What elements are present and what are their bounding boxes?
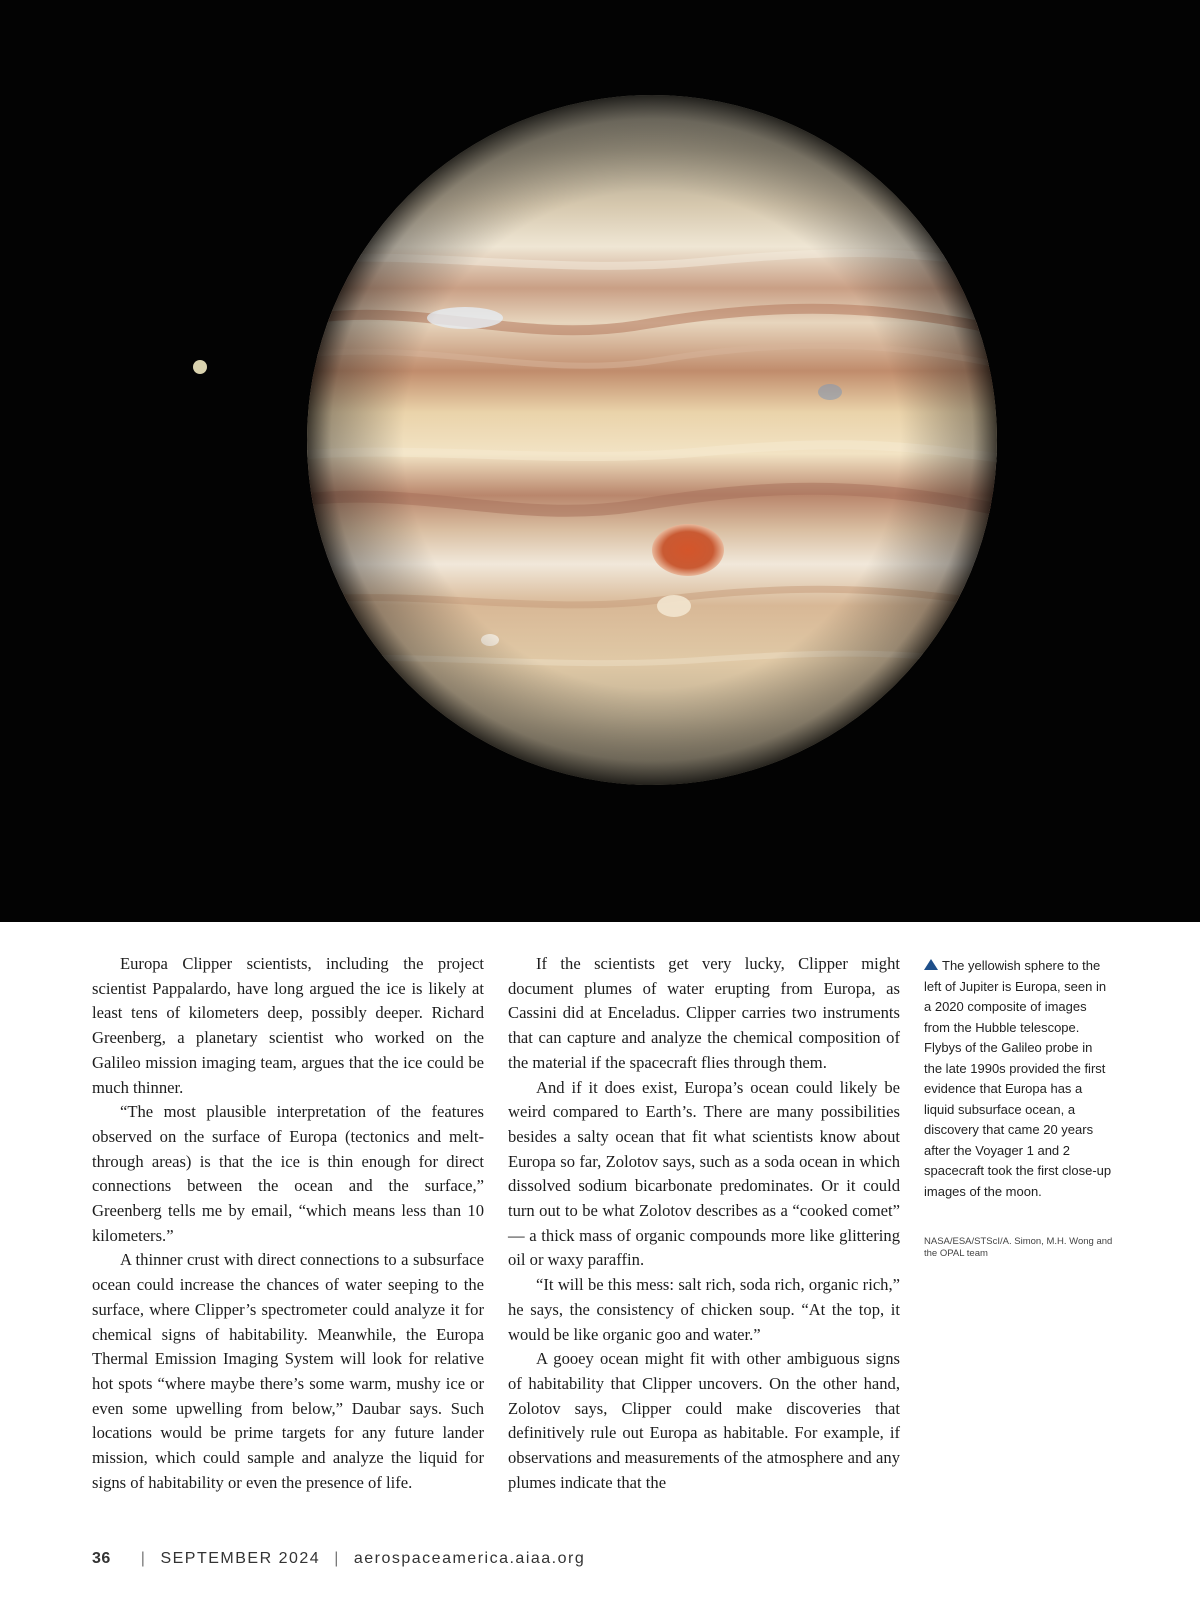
footer-divider: | bbox=[334, 1550, 340, 1567]
footer-divider: | bbox=[140, 1550, 147, 1567]
page-footer bbox=[92, 1550, 585, 1568]
page-number: 36 bbox=[92, 1550, 111, 1567]
paragraph: “It will be this mess: salt rich, soda rich, organic rich,” he says, the consistency of chicken soup. “At the top, it would be like organic goo and water.” bbox=[508, 1275, 900, 1344]
paragraph: A gooey ocean might fit with other ambiguous signs of habitability that Clipper uncovers. On the other hand, Zolotov says, Clipper could make discoveries that definitively rule out Europa as habitable. For example, if observations and measurements of the atmosphere and any plumes indicate that the bbox=[508, 1349, 900, 1492]
photo-caption bbox=[924, 956, 1114, 1202]
website-link[interactable]: aerospaceamerica.aiaa.org bbox=[353, 1550, 586, 1567]
paragraph: A thinner crust with direct connections to a subsurface ocean could increase the chances of water seeping to the surface, where Clipper’s spectrometer could analyze it for chemical signs of habitability. Meanwhile, the Europa Thermal Emission Imaging System will look for relative hot spots “where maybe there’s some warm, mushy ice or even some upwelling from below,” Daubar says. Such locations would be prime targets for any future lander mission, which could sample and analyze the liquid for signs of habitability or even the presence of life. bbox=[92, 1250, 484, 1492]
caption-text: The yellowish sphere to the left of Jupiter is Europa, seen in a 2020 composite of images from the Hubble telescope. Flybys of the Galileo probe in the late 1990s provided the first evidence that Europa has a liquid subsurface ocean, a discovery that came 20 years after the Voyager 1 and 2 spacecraft took the first close-up images of the moon. bbox=[924, 958, 1112, 1199]
caption-triangle-icon bbox=[924, 959, 938, 970]
paragraph: If the scientists get very lucky, Clipper might document plumes of water erupting from Europa, as Cassini did at Enceladus. Clipper carries two instruments that can capture and analyze the chemical composition of the material if the spacecraft flies through them. bbox=[508, 954, 900, 1072]
paragraph: Europa Clipper scientists, including the project scientist Pappalardo, have long argued the ice is likely at least tens of kilometers deep, possibly deeper. Richard Greenberg, a planetary scientist who worked on the Galileo mission imaging team, argues that the ice could be much thinner. bbox=[92, 954, 484, 1097]
photo-credit: NASA/ESA/STScI/A. Simon, M.H. Wong and the OPAL team bbox=[924, 1236, 1113, 1259]
paragraph: And if it does exist, Europa’s ocean could likely be weird compared to Earth’s. There are many possibilities besides a salty ocean that fit what scientists know about Europa so far, Zolotov says, such as a soda ocean in which dissolved sodium bicarbonate predominates. Or it could turn out to be what Zolotov describes as a “cooked comet” — a thick mass of organic compounds more like glittering oil or waxy paraffin. bbox=[508, 1077, 900, 1270]
article-column-1 bbox=[92, 952, 484, 1495]
issue-date: SEPTEMBER 2024 bbox=[160, 1550, 321, 1567]
article-column-2 bbox=[508, 952, 900, 1495]
europa-moon bbox=[193, 360, 207, 374]
paragraph: “The most plausible interpretation of the features observed on the surface of Europa (tectonics and melt-through areas) is that the ice is thin enough for direct connections between the ocean and the surface,” Greenberg tells me by email, “which means less than 10 kilometers.” bbox=[92, 1102, 484, 1245]
